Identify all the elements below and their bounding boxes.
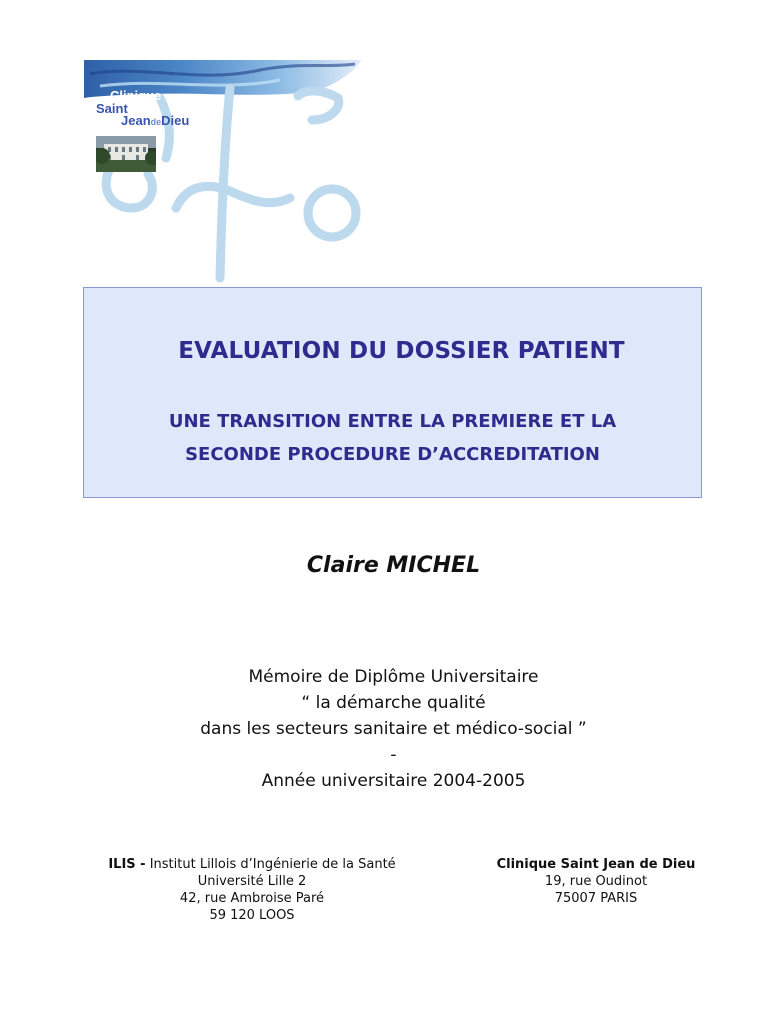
title-box — [83, 287, 702, 498]
ilis-university: Université Lille 2 — [197, 874, 307, 889]
document-subtitle — [84, 405, 701, 471]
ilis-city: 59 120 LOOS — [209, 908, 295, 923]
subtitle-line-1: UNE TRANSITION ENTRE LA PREMIERE ET LA — [168, 411, 617, 432]
ilis-abbr: ILIS - — [108, 857, 146, 872]
memoire-description — [0, 664, 770, 794]
ilis-street: 42, rue Ambroise Paré — [179, 891, 325, 906]
document-title: EVALUATION DU DOSSIER PATIENT — [178, 338, 625, 364]
logo-text-clinique: Clinique — [110, 88, 162, 103]
building-photo — [96, 136, 156, 172]
clinic-logo — [80, 58, 380, 288]
memoire-line-2: “ la démarche qualité — [301, 693, 486, 713]
clinic-address — [476, 856, 716, 907]
academic-year: Année universitaire 2004-2005 — [261, 771, 526, 791]
clinic-street: 19, rue Oudinot — [544, 874, 648, 889]
subtitle-line-2: SECONDE PROCEDURE D’ACCREDITATION — [185, 444, 600, 465]
memoire-separator: - — [390, 745, 397, 765]
logo-text-saint: Saint — [96, 101, 128, 116]
author-name: Claire MICHEL — [306, 553, 481, 578]
ilis-address — [86, 856, 418, 924]
logo-text-jean-de-dieu: JeandeDieu — [121, 113, 190, 128]
clinic-city: 75007 PARIS — [554, 891, 638, 906]
memoire-line-1: Mémoire de Diplôme Universitaire — [248, 667, 539, 687]
ilis-full-name: Institut Lillois d’Ingénierie de la Santé — [145, 857, 396, 872]
clinic-name: Clinique Saint Jean de Dieu — [496, 857, 696, 872]
ilis-org-line — [86, 856, 418, 873]
memoire-line-3: dans les secteurs sanitaire et médico-social ” — [200, 719, 587, 739]
